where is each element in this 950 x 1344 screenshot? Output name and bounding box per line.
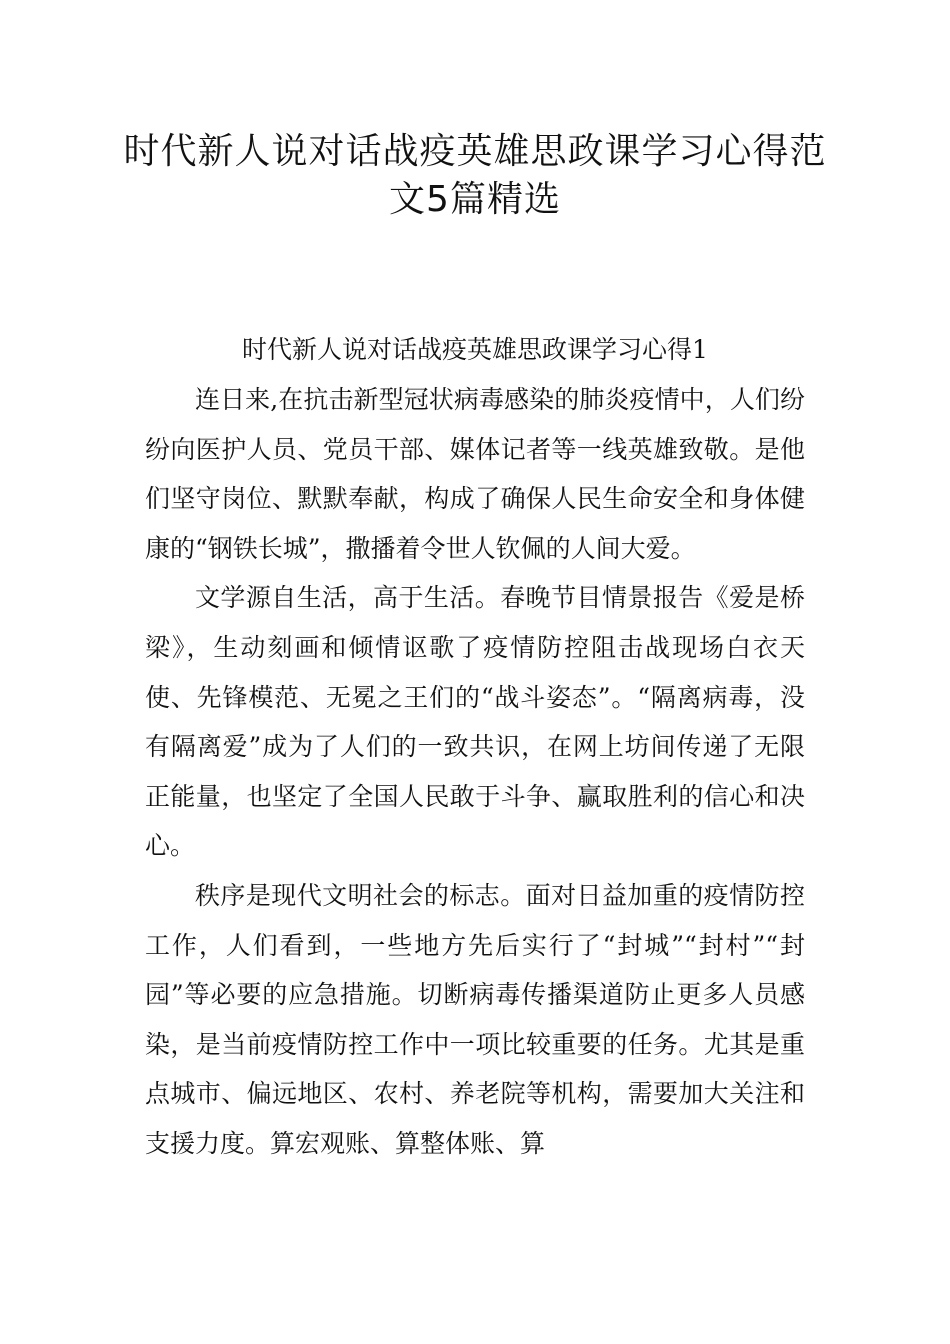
document-body [145, 375, 805, 1169]
paragraph: 秩序是现代文明社会的标志。面对日益加重的疫情防控工作，人们看到，一些地方先后实行了“封城”“封村”“封园”等必要的应急措施。切断病毒传播渠道防止更多人员感染，是当前疫情防控工作中一项比较重要的任务。尤其是重点城市、偏远地区、农村、养老院等机构，需要加大关注和支援力度。算宏观账、算整体账、算 [145, 880, 805, 1158]
document-title: 时代新人说对话战疫英雄思政课学习心得范文5篇精选 [123, 131, 827, 220]
paragraph: 文学源自生活，高于生活。春晚节目情景报告《爱是桥梁》，生动刻画和倾情讴歌了疫情防控阻击战现场白衣天使、先锋模范、无冕之王们的“战斗姿态”。“隔离病毒，没有隔离爱”成为了人们的一致共识，在网上坊间传递了无限正能量，也坚定了全国人民敢于斗争、赢取胜利的信心和决心。 [145, 583, 805, 861]
section-title: 时代新人说对话战疫英雄思政课学习心得1 [242, 335, 708, 364]
paragraph: 连日来,在抗击新型冠状病毒感染的肺炎疫情中，人们纷纷向医护人员、党员干部、媒体记者等一线英雄致敬。是他们坚守岗位、默默奉献，构成了确保人民生命安全和身体健康的“钢铁长城”，撒播着令世人钦佩的人间大爱。 [145, 385, 805, 563]
